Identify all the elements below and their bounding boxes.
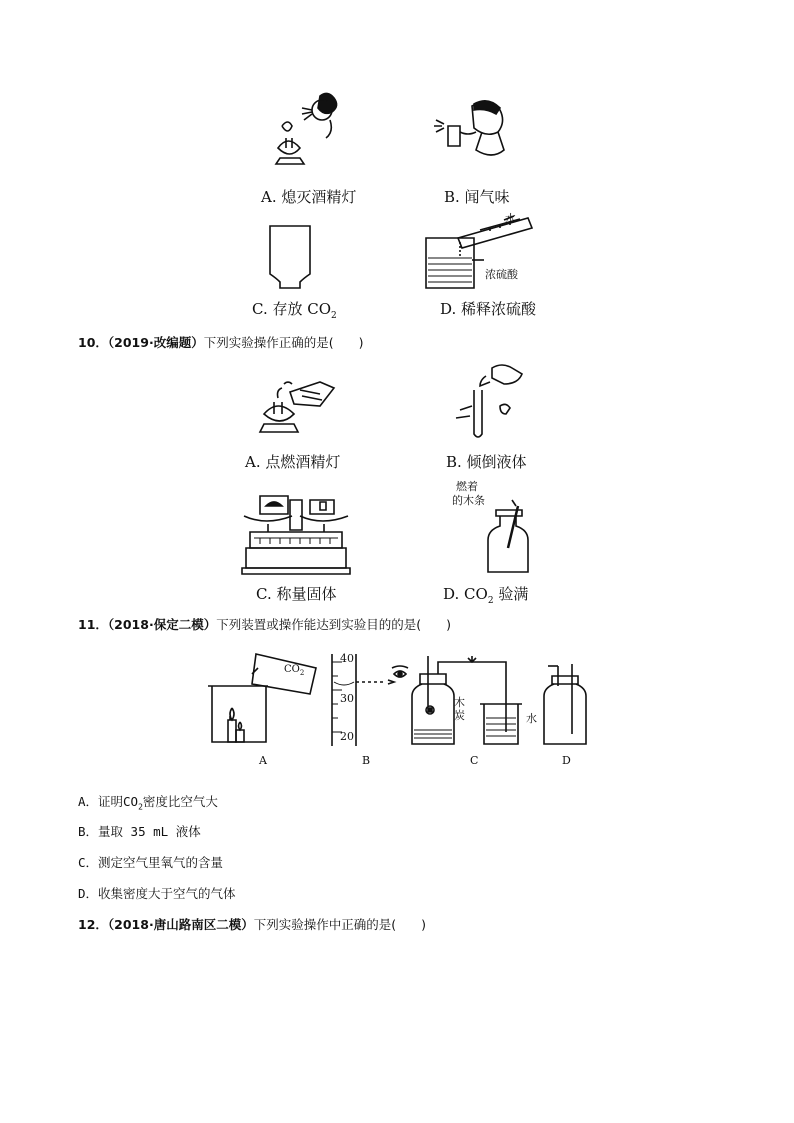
label-burning-stick-1: 燃着 — [456, 480, 478, 493]
option-11c: C．测定空气里氧气的含量 — [78, 855, 224, 870]
figure-10a-lighting-lamp — [250, 378, 340, 453]
figure-9a-blowing-lamp — [270, 88, 350, 183]
figure-9d-dilution — [420, 212, 540, 294]
option-10a-label: A. 点燃酒精灯 — [245, 453, 341, 471]
figure-11d-gas-bottle — [542, 662, 592, 748]
figure-label-a: A — [259, 754, 267, 767]
label-burning-stick-2: 的木条 — [452, 494, 485, 507]
label-co2-bottle: $CO_2$ — [284, 664, 305, 677]
option-9a-label: A. 熄灭酒精灯 — [261, 188, 357, 206]
label-conc-acid: 浓硫酸 — [485, 268, 518, 281]
tick-30: 30 — [340, 692, 354, 705]
question-12-stem: 12．（2018·唐山路南区二模）下列实验操作中正确的是( ) — [78, 917, 426, 932]
figure-label-d: D — [562, 754, 571, 767]
tick-40: 40 — [340, 652, 354, 665]
label-water-11c: 水 — [526, 712, 537, 725]
tick-20: 20 — [340, 730, 354, 743]
figure-9c-gas-jar — [266, 222, 316, 292]
figure-9b-smelling — [432, 96, 512, 176]
figure-10d-co2-test — [484, 496, 544, 580]
label-water: 水 — [505, 212, 516, 225]
option-10b-label: B. 倾倒液体 — [446, 453, 527, 471]
option-10d-label: D. $CO_2$ 验满 — [443, 585, 529, 606]
option-9d-label: D. 稀释浓硫酸 — [440, 300, 537, 318]
figure-11a-co2-candles — [204, 648, 334, 748]
figure-label-b: B — [362, 754, 371, 767]
question-10-stem: 10．（2019·改编题）下列实验操作正确的是( ) — [78, 335, 364, 350]
question-11-stem: 11．（2018·保定二模）下列装置或操作能达到实验目的的是( ) — [78, 617, 451, 632]
option-11a: A．证明$CO_2$密度比空气大 — [78, 794, 218, 812]
label-charcoal-2: 炭 — [454, 709, 465, 722]
option-10c-label: C. 称量固体 — [256, 585, 337, 603]
figure-label-c: C — [470, 754, 479, 767]
label-charcoal-1: 木 — [454, 696, 465, 709]
figure-10c-balance — [240, 490, 352, 580]
option-11b: B．量取 35 mL 液体 — [78, 824, 201, 839]
figure-10b-pouring — [440, 362, 530, 442]
option-9b-label: B. 闻气味 — [444, 188, 510, 206]
option-11d: D．收集密度大于空气的气体 — [78, 886, 236, 901]
figure-11c-oxygen-content — [408, 654, 528, 748]
option-9c-label: C. 存放 $CO_2$ — [252, 300, 337, 321]
